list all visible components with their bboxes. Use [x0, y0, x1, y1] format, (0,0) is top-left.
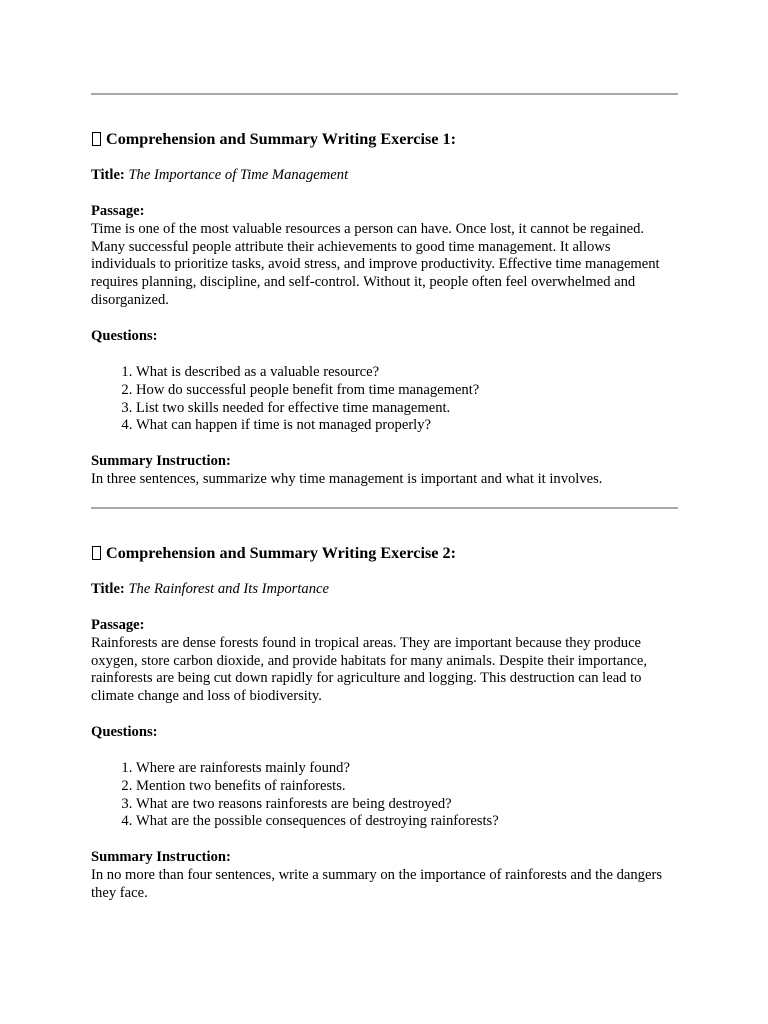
summary-section: [91, 849, 679, 902]
exercise-heading-text: Comprehension and Summary Writing Exercise 2:: [106, 544, 456, 562]
summary-section: [91, 453, 679, 489]
question-item: 3. List two skills needed for effective time management.: [136, 400, 679, 418]
question-item: 3. What are two reasons rainforests are being destroyed?: [136, 796, 679, 814]
passage-section: [91, 203, 679, 310]
question-item: 1. What is described as a valuable resource?: [136, 364, 679, 382]
questions-list: [91, 760, 679, 831]
summary-label: Summary Instruction:: [91, 453, 231, 469]
passage-label: Passage:: [91, 203, 145, 219]
question-item: 2. Mention two benefits of rainforests.: [136, 778, 679, 796]
title-line: [91, 581, 679, 599]
question-item: 2. How do successful people benefit from time management?: [136, 382, 679, 400]
questions-label: Questions:: [91, 724, 158, 740]
exercise-heading-text: Comprehension and Summary Writing Exercise 1:: [106, 130, 456, 148]
passage-section: [91, 617, 679, 706]
question-item: 1. Where are rainforests mainly found?: [136, 760, 679, 778]
title-value: The Importance of Time Management: [128, 167, 349, 183]
summary-label: Summary Instruction:: [91, 849, 231, 865]
summary-text: In no more than four sentences, write a summary on the importance of rainforests and the dangers they face.: [91, 866, 662, 901]
question-item: 4. What are the possible consequences of destroying rainforests?: [136, 813, 679, 831]
title-label: Title:: [91, 581, 125, 597]
missing-glyph-icon: [92, 546, 101, 560]
divider-rule: [91, 93, 679, 95]
questions-label: Questions:: [91, 328, 158, 344]
title-line: [91, 167, 679, 185]
exercise-heading: [91, 543, 679, 563]
title-value: The Rainforest and Its Importance: [128, 581, 329, 597]
passage-text: Rainforests are dense forests found in tropical areas. They are important because they produce oxygen, store carbon dioxide, and provide habitats for many animals. Despite their importance, rainforests are being cut down rapidly for agriculture and logging. This destruction can lead to climate change and loss of biodiversity.: [91, 634, 648, 705]
missing-glyph-icon: [92, 132, 101, 146]
passage-text: Time is one of the most valuable resources a person can have. Once lost, it cannot be regained. Many successful people attribute their achievements to good time management. It allows individuals to prioritize tasks, avoid stress, and improve productivity. Effective time management requires planning, discipline, and self-control. Without it, people often feel overwhelmed and disorganized.: [91, 220, 660, 308]
question-item: 4. What can happen if time is not managed properly?: [136, 417, 679, 435]
summary-text: In three sentences, summarize why time management is important and what it involves.: [91, 470, 603, 487]
divider-rule: [91, 507, 679, 509]
exercise-heading: [91, 129, 679, 149]
passage-label: Passage:: [91, 617, 145, 633]
questions-list: [91, 364, 679, 435]
title-label: Title:: [91, 167, 125, 183]
